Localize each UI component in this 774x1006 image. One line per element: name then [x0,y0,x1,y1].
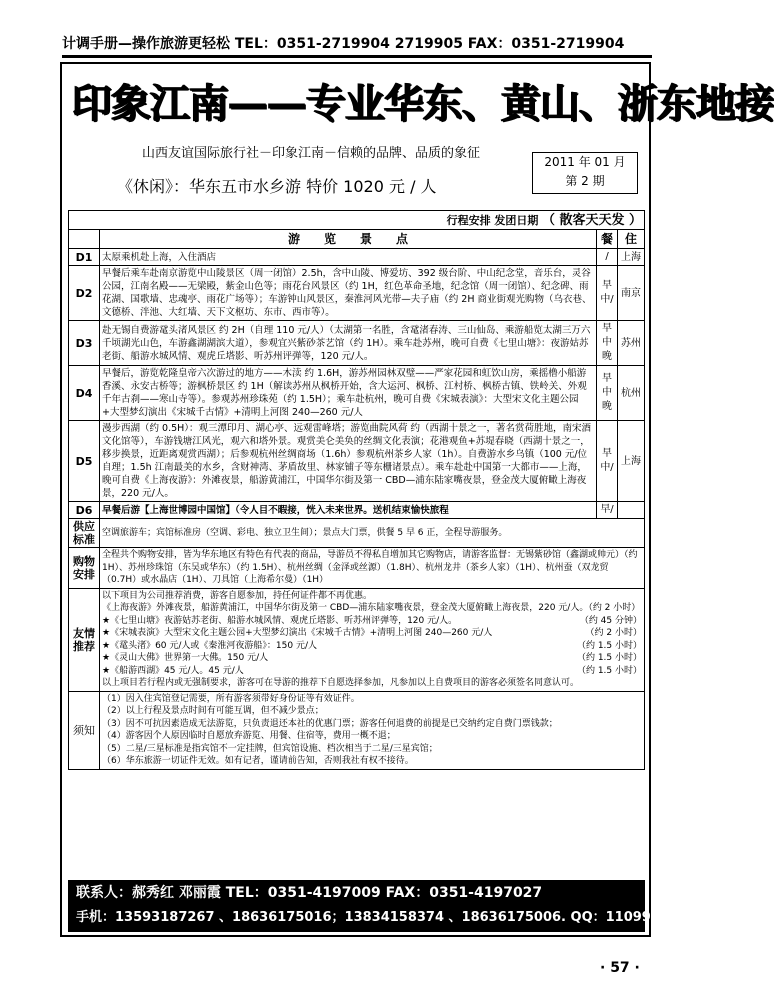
shopping-label: 购物安排 [69,548,100,589]
day-row [69,366,645,421]
standards-label: 供应标准 [69,519,100,548]
table-header-row [69,230,645,249]
options-row [69,588,645,691]
notice-item: （5）二星/三星标准是指宾馆不一定挂牌，但宾馆设施、档次相当于二星/三星宾馆； [102,743,438,754]
sights-header: 游 览 景 点 [100,230,597,249]
itinerary-table [68,210,645,770]
agency-slogan: 山西友谊国际旅行社－印象江南－信赖的品牌、品质的象征 [142,146,481,161]
main-title: 印象江南——专业华东、黄山、浙东地接 [72,81,774,127]
option-time: （约 2 小时） [585,628,642,638]
option-item [102,615,642,628]
schedule-label: 行程安排 发团日期 [446,213,539,227]
schedule-value: （ 散客天天发 ） [541,212,642,228]
day-header-cell [69,230,100,249]
option-text: ★《鼋头渚》60 元/人或《秦淮河夜游船》：150 元/人 [102,640,317,651]
page-number: · 57 · [600,960,640,976]
product-line: 《休闲》：华东五市水乡游 特价 1020 元 / 人 [117,177,437,196]
day-stay: 苏州 [618,321,645,366]
notice-item: （4）游客因个人原因临时自愿放弃游览、用餐、住宿等，费用一概不退； [102,731,396,741]
option-item [102,665,642,678]
option-item [102,652,642,665]
day-label: D1 [69,249,100,266]
stay-header: 住 [618,230,645,249]
contact-line-1: 联系人：郝秀红 邓丽霞 TEL：0351-4197009 FAX：0351-4197027 [76,885,543,901]
option-time: （约 1.5 小时） [576,640,642,651]
day-label: D4 [69,366,100,421]
options-note: 以上项目若行程内或无强制要求，游客可在导游的推荐下自愿选择参加，凡参加以上自费项目的游客必须签名同意认可。 [102,678,580,688]
issue-number: 第 2 期 [565,174,605,188]
day-stay: 杭州 [618,366,645,421]
meal-header: 餐 [597,230,618,249]
shopping-row [69,548,645,589]
day-row [69,502,645,519]
day-meals: 早中/ [597,421,618,502]
day-meals: 早/ [597,502,618,519]
day-row [69,321,645,366]
day-description: 早餐后，游览乾隆皇帝六次游过的地方——木渎 约 1.6H，游苏州园林双璧——严家花园和虹饮山房，乘摇橹小船游香溪、永安古桥等；游枫桥景区 约 1H（解读苏州从枫桥开始，含大运河、枫桥、江村桥、枫桥古镇、铁岭关、外观千年古刹——寒山寺等）。参观苏州珍珠苑（约 1.5H）；乘车赴杭州，晚可自费《宋城表演》：大型宋文化主题公园+大型梦幻演出《宋城千古情》+清明上河图 240—260 元/人 [100,366,597,421]
contact-banner [68,880,773,932]
option-text: ★《船游西湖》45 元/人。45 元/人 [102,665,244,676]
day-stay [618,502,645,519]
option-time: （约 1.5 小时） [576,665,642,676]
shopping-text: 全程共个购物安排，皆为华东地区有特色有代表的商品，导游员不得私自增加其它购物店，请游客监督：无锡紫砂馆（鑫湖或帅元）（约 1H）、苏州珍珠馆（东吴或华东）（约 1.5H）、杭州丝绸（金泽或丝源）（1.8H）、杭州龙井（茶乡人家）（1H）、杭州蚕（双龙贸（0.7H）或水晶店（1H）、刀具馆（上海希尔曼）（1H） [100,548,645,589]
notice-item: （2）以上行程及景点时间有可能互调，但不减少景点； [102,706,324,716]
day-stay: 上海 [618,249,645,266]
day-row [69,421,645,502]
day-meals: 早中/ [597,266,618,321]
standards-text: 空调旅游车；宾馆标准房（空调、彩电、独立卫生间）；景点大门票，供餐 5 早 6 正，全程导游服务。 [100,519,645,548]
day-description: 早餐后游【上海世博园中国馆】（令人目不暇接，恍入未来世界。送机结束愉快旅程 [100,502,597,519]
options-label: 友情推荐 [69,588,100,691]
day-label: D6 [69,502,100,519]
day-meals: / [597,249,618,266]
day-description: 漫步西湖（约 0.5H）：观三潭印月、湖心亭、远观雷峰塔；游览曲院风荷 约（西湖十景之一，著名赏荷胜地，南宋酒文化馆等），车游钱塘江风光，观六和塔外景。观赏美仑美奂的丝绸文化表演；花港观鱼+苏堤春晓（西湖十景之一，移步换景，近距离观赏西湖）；后参观杭州丝绸商场（1.6h）参观杭州茶乡人家（1h）。自费游水乡乌镇（100 元/位自理；1.5h 江南最美的水乡，含财神湾、茅盾故里、林家铺子等东栅诸景点）。乘车赴赴中国第一大都市——上海，晚可自费《上海夜游》：外滩夜景，船游黄浦江，中国华尔街及第一 CBD—浦东陆家嘴夜景，登金茂大厦俯瞰上海夜景，220 元/人。 [100,421,597,502]
option-item [102,602,642,615]
notice-item: （1）因入住宾馆登记需要，所有游客须带好身份证等有效证件。 [102,693,360,704]
day-label: D2 [69,266,100,321]
option-time: （约 45 分钟） [579,615,642,626]
option-text: 《上海夜游》外滩夜景，船游黄浦江，中国华尔街及第一 CBD—浦东陆家嘴夜景，登金茂大厦俯瞰上海夜景，220 元/人。（约 2 小时） [102,603,641,613]
day-stay: 南京 [618,266,645,321]
day-row [69,249,645,266]
flyer-frame [60,62,774,937]
issue-date: 2011 年 01 月 [544,155,626,169]
day-label: D5 [69,421,100,502]
day-description: 太原乘机赴上海，入住酒店 [100,249,597,266]
day-description: 早餐后乘车赴南京游览中山陵景区（周一闭馆）2.5h，含中山陵、博爱坊、392 级台阶、中山纪念堂，音乐台，灵谷公园，江南名殿——无梁殿，紫金山色等；雨花台风景区（约 1H，红色革命圣地，纪念馆（周一闭馆）、纪念碑、雨花湖、国歌墙、忠魂亭、雨花广场等）；车游钟山风景区，秦淮河风光带—夫子庙（约 2H 商业街观光购物（乌衣巷、文德桥、泮池、大红墙、天下文枢坊、东市、西市等）。 [100,266,597,321]
standards-row [69,519,645,548]
issue-box [532,152,638,194]
option-time: （约 1.5 小时） [576,653,642,663]
day-description: 赴无锡自费游鼋头渚风景区 约 2H（自理 110 元/人）（太湖第一名胜，含鼋渚春涛、三山仙岛、乘游船览太湖三万六千顷湖光山色，车游鑫湖湖滨大道），参观宜兴紫砂茶艺馆（约 1H）。乘车赴苏州，晚可自费《七里山塘》：夜游姑苏老街、船游水城风情、观虎丘塔影、听苏州评弹等，120 元/人。 [100,321,597,366]
day-label: D3 [69,321,100,366]
option-text: ★《七里山塘》夜游姑苏老街、船游水城风情、观虎丘塔影、听苏州评弹等，120 元/人。 [102,615,458,626]
schedule-row [69,211,645,230]
day-stay: 上海 [618,421,645,502]
contact-line-2: 手机：13593187267 、18636175016；13834158374 、18636175006. QQ：1109900785 93612481 [76,910,773,925]
notice-row [69,691,645,769]
day-meals: 早中晚 [597,321,618,366]
page-header: 计调手册—操作旅游更轻松 TEL：0351-2719904 2719905 FAX：0351-2719904 [62,33,652,58]
notice-item: （3）因不可抗因素造成无法游览，只负责退还本社的优惠门票；游客任何退费的前提是已交纳约定自费门票钱款； [102,718,558,729]
option-item [102,640,642,653]
notice-label: 须知 [69,691,100,769]
options-intro: 以下项目为公司推荐消费，游客自愿参加，持任何证件都不再优惠。 [102,590,373,601]
option-text: ★《宋城表演》大型宋文化主题公园+大型梦幻演出《宋城千古情》+清明上河图 240—260 元/人 [102,628,493,638]
day-row [69,266,645,321]
notice-item: （6）华东旅游一切证件无效。如有记者，谨请前告知，否则我社有权不接待。 [102,756,414,766]
option-text: ★《灵山大佛》世界第一大佛。150 元/人 [102,653,269,663]
option-item [102,627,642,640]
day-meals: 早中晚 [597,366,618,421]
